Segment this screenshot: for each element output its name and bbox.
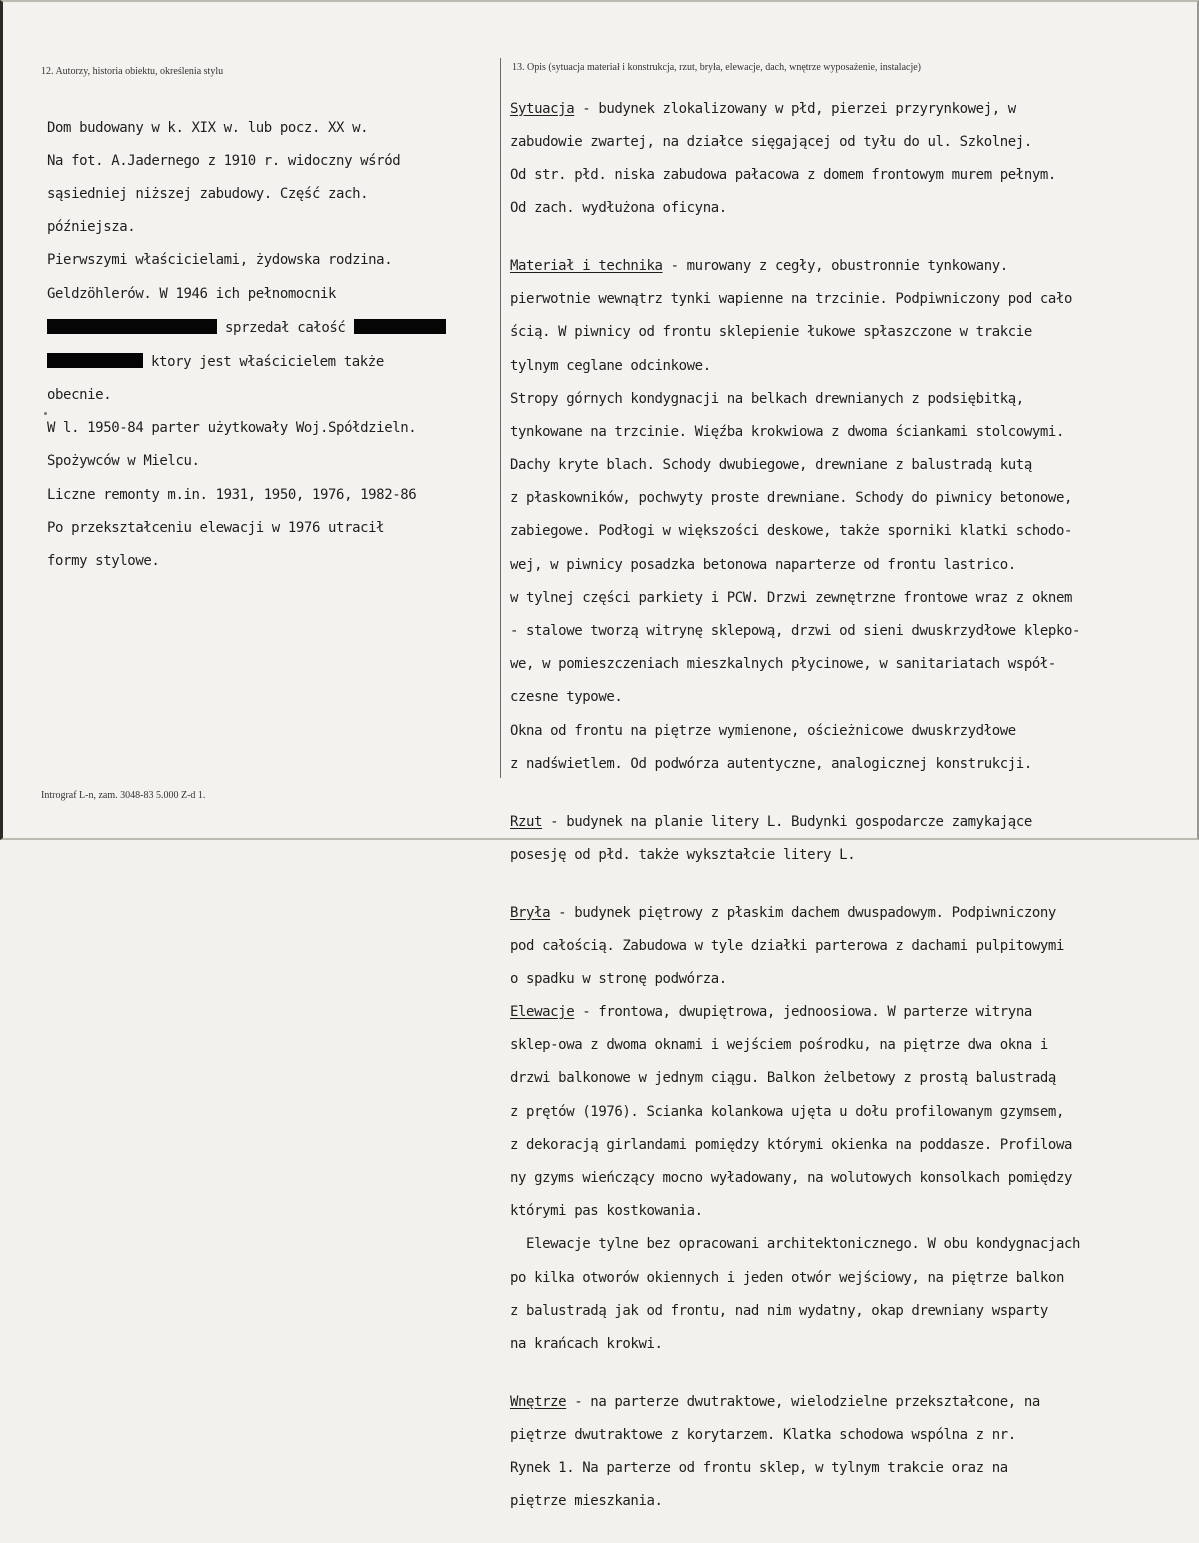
history-line: Dom budowany w k. XIX w. lub pocz. XX w. (47, 119, 369, 136)
history-line: sąsiedniej niższej zabudowy. Część zach. (47, 185, 369, 202)
history-line: Pierwszymi właścicielami, żydowska rodzina. (47, 252, 393, 269)
history-line-redacted (47, 319, 499, 337)
rzut-label: Rzut (510, 813, 543, 830)
description-line: wej, w piwnicy posadzka betonowa naparterze od frontu lastrico. (510, 556, 1016, 573)
description-line: piętrze mieszkania. (510, 1493, 663, 1510)
description-line: tynkowane na trzcinie. Więźba krokwiowa z dwoma ściankami stolcowymi. (510, 423, 1064, 440)
description-line: zabiegowe. Podłogi w większości deskowe, także sporniki klatki schodo- (510, 523, 1073, 540)
description-line: we, w pomieszczeniach mieszkalnych płycinowe, w sanitariatach współ- (510, 656, 1056, 673)
description-line: z dekoracją girlandami pomiędzy którymi okienka na poddasze. Profilowa (510, 1136, 1073, 1153)
history-line: Na fot. A.Jadernego z 1910 r. widoczny wśród (47, 152, 401, 169)
description-line: Okna od frontu na piętrze wymienone, ościeżnicowe dwuskrzydłowe (510, 722, 1016, 739)
description-line: czesne typowe. (510, 689, 623, 706)
redaction-bar (47, 353, 143, 368)
description-line (510, 1394, 1199, 1411)
description-line (510, 1004, 1199, 1021)
description-line: o spadku w stronę podwórza. (510, 970, 727, 987)
elewacje-label: Elewacje (510, 1004, 575, 1021)
description-line: pod całością. Zabudowa w tyle działki parterowa z dachami pulpitowymi (510, 937, 1064, 954)
history-line: sprzedał całość (225, 319, 346, 336)
description-line: zabudowie zwartej, na działce sięgającej od tyłu do ul. Szkolnej. (510, 133, 1032, 150)
history-line: Spożywców w Mielcu. (47, 453, 200, 470)
section-12-header: 12. Autorzy, historia obiektu, określenia stylu (41, 66, 224, 77)
bryla-label: Bryła (510, 904, 551, 921)
section-13-header: 13. Opis (sytuacja materiał i konstrukcja, rzut, bryła, elewacje, dach, wnętrze wyposażenie, instalacje) (512, 62, 921, 73)
description-line (510, 101, 1199, 118)
material-label: Materiał i technika (510, 257, 663, 274)
description-line: z prętów (1976). Scianka kolankowa ujęta u dołu profilowanym gzymsem, (510, 1103, 1064, 1120)
description-line: Od str. płd. niska zabudowa pałacowa z domem frontowym murem pełnym. (510, 166, 1056, 183)
description-line: tylnym ceglane odcinkowe. (510, 357, 711, 374)
history-line: ktory jest właścicielem także (151, 353, 384, 370)
description-line: posesję od płd. także wykształcie litery L. (510, 846, 856, 863)
description-line: ścią. W piwnicy od frontu sklepienie łukowe spłaszczone w trakcie (510, 324, 1032, 341)
history-line-redacted (47, 353, 499, 371)
description-text-run: - budynek zlokalizowany w płd, pierzei przyrynkowej, w (574, 100, 1016, 117)
printer-imprint: Intrograf L-n, zam. 3048-83 5.000 Z-d 1. (41, 790, 206, 801)
description-text-run: - budynek na planie litery L. Budynki gospodarcze zamykające (542, 813, 1032, 830)
description-line: Dachy kryte blach. Schody dwubiegowe, drewniane z balustradą kutą (510, 457, 1032, 474)
wnetrze-label: Wnętrze (510, 1393, 567, 1410)
description-line (510, 258, 1199, 275)
history-line: późniejsza. (47, 219, 136, 236)
paragraph-gap (510, 233, 1199, 241)
history-line: Liczne remonty m.in. 1931, 1950, 1976, 1982-86 (47, 486, 417, 503)
description-line: Od zach. wydłużona oficyna. (510, 200, 727, 217)
sytuacja-label: Sytuacja (510, 100, 575, 117)
history-line: Po przekształceniu elewacji w 1976 utracił (47, 519, 385, 536)
paragraph-gap (510, 880, 1199, 888)
description-text-run: - murowany z cegły, obustronnie tynkowany. (662, 257, 1008, 274)
description-line: ny gzyms wieńczący mocno wyładowany, na wolutowych konsolkach pomiędzy (510, 1170, 1073, 1186)
description-line: drzwi balkonowe w jednym ciągu. Balkon żelbetowy z prostą balustradą (510, 1070, 1056, 1087)
description-text-run: - frontowa, dwupiętrowa, jednoosiowa. W parterze witryna (574, 1004, 1032, 1021)
paragraph-gap (510, 1369, 1199, 1377)
description-line: Elewacje tylne bez opracowani architektonicznego. W obu kondygnacjach (510, 1236, 1081, 1253)
description-line: piętrze dwutraktowe z korytarzem. Klatka schodowa wspólna z nr. (510, 1426, 1016, 1443)
history-text (47, 103, 499, 603)
paragraph-gap (510, 789, 1199, 797)
description-line: z nadświetlem. Od podwórza autentyczne, analogicznej konstrukcji. (510, 755, 1032, 772)
description-line: Stropy górnych kondygnacji na belkach drewnianych z podsiębitką, (510, 390, 1024, 407)
redaction-bar (47, 319, 217, 334)
column-divider (500, 58, 501, 778)
description-line (510, 905, 1199, 922)
history-line: obecnie. (47, 387, 112, 404)
description-line: po kilka otworów okiennych i jeden otwór wejściowy, na piętrze balkon (510, 1269, 1064, 1286)
description-text (510, 84, 1199, 1543)
description-line: Rynek 1. Na parterze od frontu sklep, w tylnym trakcie oraz na (510, 1460, 1008, 1477)
description-line: sklep-owa z dwoma oknami i wejściem pośrodku, na piętrze dwa okna i (510, 1037, 1048, 1054)
description-line: z płaskowników, pochwyty proste drewniane. Schody do piwnicy betonowe, (510, 490, 1073, 507)
history-line: W l. 1950-84 parter użytkowały Woj.Spółdzieln. (47, 420, 417, 437)
description-line: pierwotnie wewnątrz tynki wapienne na trzcinie. Podpiwniczony pod cało (510, 291, 1073, 308)
description-line: którymi pas kostkowania. (510, 1203, 703, 1220)
history-line: formy stylowe. (47, 553, 160, 570)
description-line: na krańcach krokwi. (510, 1335, 663, 1352)
description-line: z balustradą jak od frontu, nad nim wydatny, okap drewniany wsparty (510, 1302, 1048, 1319)
redaction-bar (354, 319, 446, 334)
history-line: Geldzöhlerów. W 1946 ich pełnomocnik (47, 285, 337, 302)
description-text-run: - na parterze dwutraktowe, wielodzielne przekształcone, na (566, 1393, 1040, 1410)
description-line: w tylnej części parkiety i PCW. Drzwi zewnętrzne frontowe wraz z oknem (510, 589, 1073, 606)
description-text-run: - budynek piętrowy z płaskim dachem dwuspadowym. Podpiwniczony (550, 904, 1056, 921)
description-line (510, 814, 1199, 831)
description-line: - stalowe tworzą witrynę sklepową, drzwi od sieni dwuskrzydłowe klepko- (510, 623, 1081, 639)
